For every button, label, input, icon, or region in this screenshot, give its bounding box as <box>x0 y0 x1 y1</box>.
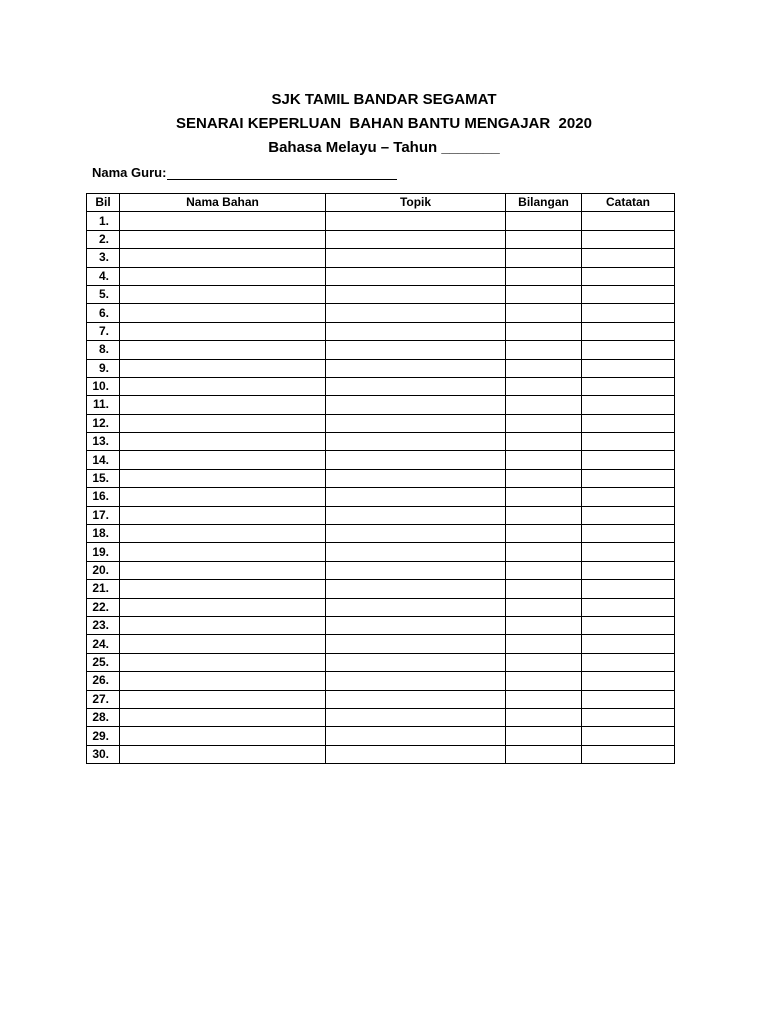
row-number: 9. <box>87 359 120 377</box>
catatan-cell <box>582 745 675 763</box>
nama-bahan-cell <box>120 580 326 598</box>
table-row <box>87 249 675 267</box>
row-number: 11. <box>87 396 120 414</box>
topik-cell <box>326 561 506 579</box>
row-number: 25. <box>87 653 120 671</box>
topik-cell <box>326 708 506 726</box>
column-header-bilangan: Bilangan <box>506 194 582 212</box>
row-number: 24. <box>87 635 120 653</box>
catatan-cell <box>582 304 675 322</box>
table-row <box>87 469 675 487</box>
bilangan-cell <box>506 543 582 561</box>
table-row <box>87 745 675 763</box>
catatan-cell <box>582 212 675 230</box>
bilangan-cell <box>506 396 582 414</box>
row-number: 26. <box>87 672 120 690</box>
nama-bahan-cell <box>120 616 326 634</box>
row-number: 29. <box>87 727 120 745</box>
nama-bahan-cell <box>120 708 326 726</box>
bilangan-cell <box>506 708 582 726</box>
table-row <box>87 322 675 340</box>
catatan-cell <box>582 249 675 267</box>
row-number: 17. <box>87 506 120 524</box>
column-header-nama-bahan: Nama Bahan <box>120 194 326 212</box>
topik-cell <box>326 653 506 671</box>
bilangan-cell <box>506 377 582 395</box>
catatan-cell <box>582 488 675 506</box>
bilangan-cell <box>506 488 582 506</box>
topik-cell <box>326 616 506 634</box>
nama-bahan-cell <box>120 488 326 506</box>
table-row <box>87 304 675 322</box>
topik-cell <box>326 359 506 377</box>
nama-bahan-cell <box>120 322 326 340</box>
nama-bahan-cell <box>120 212 326 230</box>
catatan-cell <box>582 322 675 340</box>
catatan-cell <box>582 708 675 726</box>
bilangan-cell <box>506 285 582 303</box>
materials-table <box>86 193 675 764</box>
table-row <box>87 488 675 506</box>
topik-cell <box>326 285 506 303</box>
table-row <box>87 230 675 248</box>
bilangan-cell <box>506 635 582 653</box>
topik-cell <box>326 635 506 653</box>
catatan-cell <box>582 672 675 690</box>
catatan-cell <box>582 561 675 579</box>
catatan-cell <box>582 525 675 543</box>
column-header-catatan: Catatan <box>582 194 675 212</box>
nama-bahan-cell <box>120 598 326 616</box>
catatan-cell <box>582 635 675 653</box>
nama-bahan-cell <box>120 745 326 763</box>
row-number: 8. <box>87 341 120 359</box>
table-row <box>87 561 675 579</box>
table-row <box>87 451 675 469</box>
nama-bahan-cell <box>120 377 326 395</box>
table-row <box>87 727 675 745</box>
nama-bahan-cell <box>120 396 326 414</box>
table-row <box>87 543 675 561</box>
catatan-cell <box>582 451 675 469</box>
table-header-row <box>87 194 675 212</box>
nama-bahan-cell <box>120 690 326 708</box>
bilangan-cell <box>506 672 582 690</box>
topik-cell <box>326 451 506 469</box>
nama-bahan-cell <box>120 341 326 359</box>
bilangan-cell <box>506 690 582 708</box>
catatan-cell <box>582 727 675 745</box>
bilangan-cell <box>506 469 582 487</box>
row-number: 3. <box>87 249 120 267</box>
document-title: SENARAI KEPERLUAN BAHAN BANTU MENGAJAR 2020 <box>176 115 592 132</box>
topik-cell <box>326 249 506 267</box>
row-number: 16. <box>87 488 120 506</box>
row-number: 28. <box>87 708 120 726</box>
bilangan-cell <box>506 580 582 598</box>
table-row <box>87 506 675 524</box>
catatan-cell <box>582 230 675 248</box>
nama-bahan-cell <box>120 267 326 285</box>
bilangan-cell <box>506 359 582 377</box>
topik-cell <box>326 598 506 616</box>
bilangan-cell <box>506 249 582 267</box>
nama-bahan-cell <box>120 451 326 469</box>
row-number: 13. <box>87 433 120 451</box>
table-row <box>87 267 675 285</box>
row-number: 15. <box>87 469 120 487</box>
bilangan-cell <box>506 322 582 340</box>
catatan-cell <box>582 616 675 634</box>
nama-bahan-cell <box>120 469 326 487</box>
bilangan-cell <box>506 525 582 543</box>
topik-cell <box>326 543 506 561</box>
catatan-cell <box>582 469 675 487</box>
nama-bahan-cell <box>120 525 326 543</box>
bilangan-cell <box>506 561 582 579</box>
catatan-cell <box>582 580 675 598</box>
bilangan-cell <box>506 727 582 745</box>
bilangan-cell <box>506 267 582 285</box>
nama-bahan-cell <box>120 359 326 377</box>
nama-bahan-cell <box>120 506 326 524</box>
nama-bahan-cell <box>120 230 326 248</box>
table-row <box>87 580 675 598</box>
topik-cell <box>326 506 506 524</box>
table-row <box>87 635 675 653</box>
row-number: 1. <box>87 212 120 230</box>
topik-cell <box>326 433 506 451</box>
nama-bahan-cell <box>120 433 326 451</box>
table-row <box>87 653 675 671</box>
table-row <box>87 396 675 414</box>
table-row <box>87 616 675 634</box>
row-number: 14. <box>87 451 120 469</box>
topik-cell <box>326 396 506 414</box>
catatan-cell <box>582 285 675 303</box>
bilangan-cell <box>506 616 582 634</box>
topik-cell <box>326 212 506 230</box>
row-number: 18. <box>87 525 120 543</box>
nama-bahan-cell <box>120 727 326 745</box>
nama-bahan-cell <box>120 304 326 322</box>
bilangan-cell <box>506 745 582 763</box>
bilangan-cell <box>506 433 582 451</box>
table-row <box>87 212 675 230</box>
row-number: 23. <box>87 616 120 634</box>
topik-cell <box>326 341 506 359</box>
teacher-name-field <box>92 165 397 180</box>
row-number: 20. <box>87 561 120 579</box>
topik-cell <box>326 414 506 432</box>
nama-bahan-cell <box>120 414 326 432</box>
catatan-cell <box>582 359 675 377</box>
table-row <box>87 672 675 690</box>
topik-cell <box>326 469 506 487</box>
row-number: 12. <box>87 414 120 432</box>
table-row <box>87 708 675 726</box>
bilangan-cell <box>506 598 582 616</box>
topik-cell <box>326 322 506 340</box>
row-number: 7. <box>87 322 120 340</box>
catatan-cell <box>582 377 675 395</box>
catatan-cell <box>582 341 675 359</box>
row-number: 30. <box>87 745 120 763</box>
table-row <box>87 598 675 616</box>
bilangan-cell <box>506 230 582 248</box>
topik-cell <box>326 304 506 322</box>
topik-cell <box>326 727 506 745</box>
topik-cell <box>326 525 506 543</box>
row-number: 5. <box>87 285 120 303</box>
table-row <box>87 285 675 303</box>
table-row <box>87 377 675 395</box>
school-name: SJK TAMIL BANDAR SEGAMAT <box>271 91 497 108</box>
document-subtitle: Bahasa Melayu – Tahun _______ <box>268 139 500 156</box>
catatan-cell <box>582 506 675 524</box>
table-row <box>87 341 675 359</box>
row-number: 21. <box>87 580 120 598</box>
nama-bahan-cell <box>120 635 326 653</box>
row-number: 10. <box>87 377 120 395</box>
topik-cell <box>326 672 506 690</box>
catatan-cell <box>582 396 675 414</box>
catatan-cell <box>582 653 675 671</box>
topik-cell <box>326 745 506 763</box>
bilangan-cell <box>506 451 582 469</box>
row-number: 22. <box>87 598 120 616</box>
nama-bahan-cell <box>120 653 326 671</box>
table-body <box>87 212 675 764</box>
topik-cell <box>326 690 506 708</box>
bilangan-cell <box>506 341 582 359</box>
bilangan-cell <box>506 653 582 671</box>
catatan-cell <box>582 690 675 708</box>
row-number: 19. <box>87 543 120 561</box>
row-number: 6. <box>87 304 120 322</box>
bilangan-cell <box>506 414 582 432</box>
catatan-cell <box>582 433 675 451</box>
column-header-topik: Topik <box>326 194 506 212</box>
row-number: 27. <box>87 690 120 708</box>
nama-bahan-cell <box>120 672 326 690</box>
bilangan-cell <box>506 506 582 524</box>
column-header-bil: Bil <box>87 194 120 212</box>
topik-cell <box>326 488 506 506</box>
bilangan-cell <box>506 212 582 230</box>
bilangan-cell <box>506 304 582 322</box>
table-row <box>87 414 675 432</box>
row-number: 4. <box>87 267 120 285</box>
table-row <box>87 525 675 543</box>
table-row <box>87 359 675 377</box>
document-header <box>0 88 768 160</box>
nama-bahan-cell <box>120 561 326 579</box>
topik-cell <box>326 377 506 395</box>
topik-cell <box>326 580 506 598</box>
row-number: 2. <box>87 230 120 248</box>
catatan-cell <box>582 543 675 561</box>
topik-cell <box>326 267 506 285</box>
teacher-name-blank <box>167 165 397 180</box>
topik-cell <box>326 230 506 248</box>
nama-bahan-cell <box>120 249 326 267</box>
catatan-cell <box>582 267 675 285</box>
nama-bahan-cell <box>120 543 326 561</box>
catatan-cell <box>582 598 675 616</box>
nama-bahan-cell <box>120 285 326 303</box>
teacher-name-label: Nama Guru: <box>92 165 167 180</box>
table-row <box>87 690 675 708</box>
table-row <box>87 433 675 451</box>
catatan-cell <box>582 414 675 432</box>
